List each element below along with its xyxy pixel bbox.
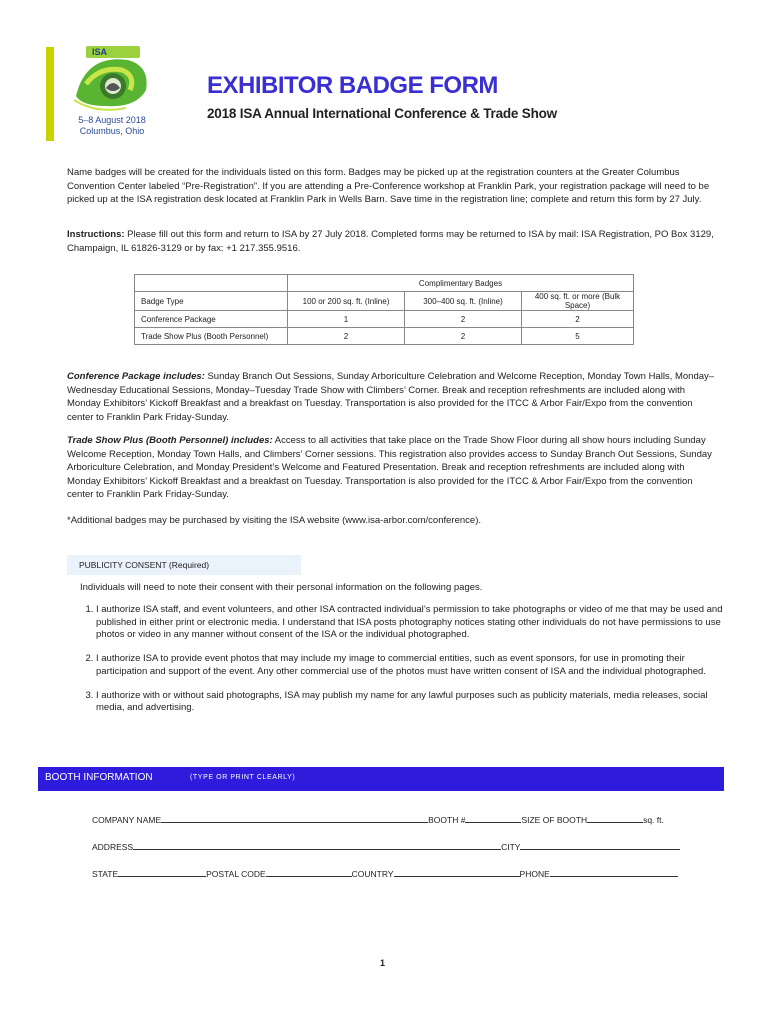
table-cell: 2 bbox=[405, 311, 522, 328]
table-cell: 5 bbox=[522, 328, 634, 345]
publicity-consent-tab: PUBLICITY CONSENT (Required) bbox=[67, 555, 301, 575]
booth-size-label: SIZE OF BOOTH bbox=[521, 815, 588, 825]
conference-package-text: Sunday Branch Out Sessions, Sunday Arboriculture Celebration and Welcome Reception, Monday Town Halls, Monday–Wednesday Educational Sessions, Monday–Tuesday Trade Show with Climbers’ Corner. Break and reception refreshments are included along with Monday Exhibitors’ Kickoff Breakfast and a breakfast on Tuesday. Transportation is also provided for the ITCC & Arbor Fair/Expo from the convention center to Franklin Park Friday-Sunday. bbox=[67, 371, 715, 423]
isa-conference-logo bbox=[66, 44, 156, 114]
booth-information-title: BOOTH INFORMATION bbox=[45, 772, 153, 783]
consent-item: 1. I authorize ISA staff, and event volunteers, and other ISA contracted individual’s permission to take photographs or video of me that may be used and published in either print or electronic media. I understand that ISA posts photography notices stating other individuals do not have permissions to use photos or video in any manner without consent of the ISA or the individual photographed. bbox=[96, 604, 736, 642]
table-cell: Trade Show Plus (Booth Personnel) bbox=[135, 328, 288, 345]
table-header-cell: 400 sq. ft. or more (Bulk Space) bbox=[522, 292, 634, 311]
company-row bbox=[92, 813, 664, 825]
booth-information-note: (TYPE OR PRINT CLEARLY) bbox=[190, 774, 296, 781]
table-row bbox=[135, 311, 634, 328]
postal-code-label: POSTAL CODE bbox=[206, 869, 266, 879]
table-caption: Complimentary Badges bbox=[288, 275, 634, 292]
table-header-cell: 300–400 sq. ft. (Inline) bbox=[405, 292, 522, 311]
state-field[interactable] bbox=[118, 867, 206, 877]
table-cell: 2 bbox=[405, 328, 522, 345]
event-dates-block bbox=[62, 115, 162, 137]
company-name-field[interactable] bbox=[161, 813, 428, 823]
table-header-cell: 100 or 200 sq. ft. (Inline) bbox=[288, 292, 405, 311]
conference-package-label: Conference Package includes: bbox=[67, 371, 205, 382]
city-field[interactable] bbox=[520, 840, 680, 850]
intro-paragraph: Name badges will be created for the individuals listed on this form. Badges may be picked up at the registration counters at the Greater Columbus Convention Center labeled “Pre-Registration”. If you are attending a Pre-Conference workshop at Franklin Park, your registration package will need to be picked up at the ISA registration desk located at Franklin Park in Wells Barn. Save time in the registration line; complete and return this form by 27 July. bbox=[67, 167, 710, 205]
trade-show-plus-label: Trade Show Plus (Booth Personnel) includes: bbox=[67, 435, 273, 446]
address-label: ADDRESS bbox=[92, 842, 134, 852]
country-field[interactable] bbox=[394, 867, 520, 877]
page-number: 1 bbox=[380, 958, 386, 968]
instructions-paragraph bbox=[67, 228, 717, 255]
trade-show-plus-text: Access to all activities that take place on the Trade Show Floor during all show hours including Sunday Welcome Reception, Monday Town Halls, and Climbers’ Corner sessions. This registration also provides access to Sunday Branch Out Sessions, Sunday Arboriculture Celebration, and Monday President’s Welcome and Featured Presentation. Break and reception refreshments are included along with Monday Exhibitors’ Kickoff Breakfast and a breakfast on Tuesday. Transportation is also provided for the ITCC & Arbor Fair/Expo from the convention center to Franklin Park Friday-Sunday. bbox=[67, 435, 712, 500]
table-cell: 2 bbox=[288, 328, 405, 345]
additional-badges-note: *Additional badges may be purchased by visiting the ISA website (www.isa-arbor.com/conference). bbox=[67, 515, 481, 526]
page-subtitle: 2018 ISA Annual International Conference & Trade Show bbox=[207, 106, 557, 121]
table-cell: 1 bbox=[288, 311, 405, 328]
table-cell: 2 bbox=[522, 311, 634, 328]
booth-size-field[interactable] bbox=[587, 813, 643, 823]
company-name-label: COMPANY NAME bbox=[92, 815, 162, 825]
instructions-label: Instructions: bbox=[67, 229, 125, 240]
consent-item: 2. I authorize ISA to provide event photos that may include my image to commercial entities, such as event sponsors, for use in promoting their participation and support of the event. Any other commercial use of the photos must have written consent of ISA and the individual photographed. bbox=[96, 653, 736, 678]
phone-field[interactable] bbox=[550, 867, 678, 877]
state-row bbox=[92, 867, 678, 879]
table-header-row bbox=[135, 292, 634, 311]
event-location: Columbus, Ohio bbox=[79, 126, 145, 136]
address-field[interactable] bbox=[133, 840, 501, 850]
booth-size-unit: sq. ft. bbox=[643, 815, 664, 825]
table-caption-row bbox=[135, 275, 634, 292]
consent-item: 3. I authorize with or without said photographs, ISA may publish my name for any lawful purposes such as publicity materials, media releases, social media, and advertising. bbox=[96, 690, 736, 715]
trade-show-plus-paragraph bbox=[67, 434, 717, 502]
instructions-text: Please fill out this form and return to ISA by 27 July 2018. Completed forms may be returned to ISA by mail: ISA Registration, PO Box 3129, Champaign, IL 61826-3129 or by fax: +1 217.355.9516. bbox=[67, 229, 714, 254]
country-label: COUNTRY bbox=[351, 869, 394, 879]
state-label: STATE bbox=[92, 869, 119, 879]
postal-code-field[interactable] bbox=[266, 867, 352, 877]
booth-information-bar bbox=[38, 767, 724, 791]
phone-label: PHONE bbox=[519, 869, 550, 879]
table-header-cell: Badge Type bbox=[135, 292, 288, 311]
accent-bar bbox=[46, 47, 54, 141]
complimentary-badges-table bbox=[134, 274, 634, 345]
event-dates: 5–8 August 2018 bbox=[78, 115, 146, 125]
conference-package-paragraph bbox=[67, 370, 717, 424]
consent-intro: Individuals will need to note their consent with their personal information on the following pages. bbox=[80, 582, 483, 593]
booth-number-label: BOOTH # bbox=[428, 815, 466, 825]
consent-list bbox=[80, 604, 736, 726]
table-cell: Conference Package bbox=[135, 311, 288, 328]
address-row bbox=[92, 840, 680, 852]
city-label: CITY bbox=[501, 842, 521, 852]
table-row bbox=[135, 328, 634, 345]
page-title: EXHIBITOR BADGE FORM bbox=[207, 72, 498, 99]
logo-text: ISA bbox=[92, 47, 108, 57]
booth-number-field[interactable] bbox=[465, 813, 521, 823]
